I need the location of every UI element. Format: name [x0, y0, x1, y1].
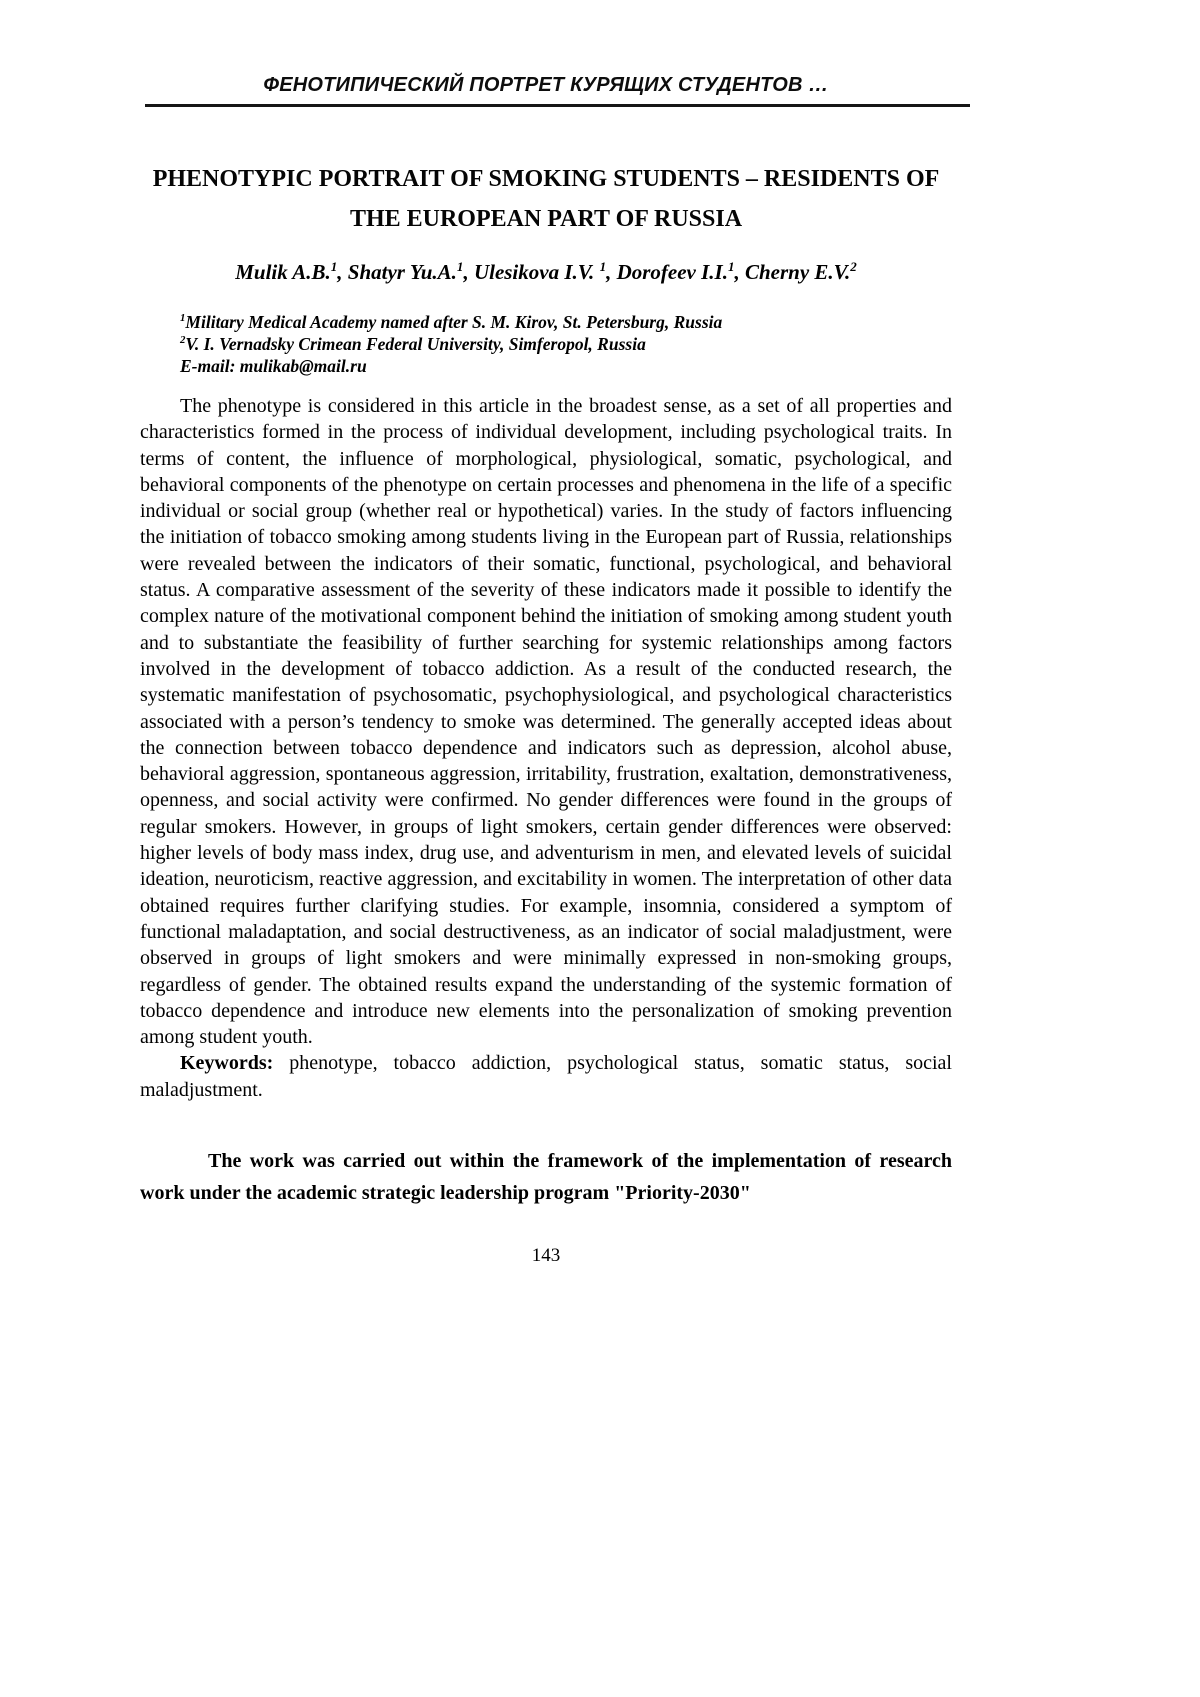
- author: Mulik A.B.: [235, 260, 331, 284]
- abstract-paragraph: The phenotype is considered in this article in the broadest sense, as a set of all properties and characteristics formed in the process of individual development, including psychological traits. In terms of content, the influence of morphological, physiological, somatic, psychological, and behavioral components of the phenotype on certain processes and phenomena in the life of a specific individual or social group (whether real or hypothetical) varies. In the study of factors influencing the initiation of tobacco smoking among students living in the European part of Russia, relationships were revealed between the indicators of their somatic, functional, psychological, and behavioral status. A comparative assessment of the severity of these indicators made it possible to identify the complex nature of the motivational component behind the initiation of smoking among student youth and to substantiate the feasibility of further searching for systemic relationships among factors involved in the development of tobacco addiction. As a result of the conducted research, the systematic manifestation of psychosomatic, psychophysiological, and psychological characteristics associated with a person’s tendency to smoke was determined. The generally accepted ideas about the connection between tobacco dependence and indicators such as depression, alcohol abuse, behavioral aggression, spontaneous aggression, irritability, frustration, exaltation, demonstrativeness, openness, and social activity were confirmed. No gender differences were found in the groups of regular smokers. However, in groups of light smokers, certain gender differences were observed: higher levels of body mass index, drug use, and adventurism in men, and elevated levels of suicidal ideation, neuroticism, reactive aggression, and excitability in women. The interpretation of other data obtained requires further clarifying studies. For example, insomnia, considered a symptom of functional maladaptation, and social destructiveness, as an indicator of social maladjustment, were observed in groups of light smokers and were minimally expressed in non-smoking groups, regardless of gender. The obtained results expand the understanding of the systemic formation of tobacco dependence and introduce new elements into the personalization of smoking prevention among student youth.: [140, 395, 952, 1049]
- page-number: 143: [531, 1245, 561, 1267]
- author-affiliation-mark: 1: [727, 259, 735, 274]
- article-title: [140, 159, 952, 239]
- author-affiliation-mark: 1: [330, 259, 338, 274]
- affiliation-mark: 1: [180, 312, 186, 325]
- author: , Dorofeev I.I.: [606, 260, 728, 284]
- keywords-label: Keywords:: [180, 1052, 274, 1075]
- author-affiliation-mark: 1: [456, 259, 464, 274]
- affiliation-text: Military Medical Academy named after S. M. Kirov, St. Petersburg, Russia: [185, 312, 723, 332]
- author: , Ulesikova I.V.: [463, 260, 600, 284]
- affiliation-text: V. I. Vernadsky Crimean Federal University, Simferopol, Russia: [185, 334, 646, 354]
- funding-statement: The work was carried out within the framework of the implementation of research work under the academic strategic leadership program "Priority-2030": [140, 1150, 952, 1205]
- author-affiliation-mark: 2: [850, 259, 857, 274]
- article-title-line2: THE EUROPEAN PART OF RUSSIA: [349, 206, 743, 232]
- affiliations-block: [180, 311, 952, 377]
- affiliation-mark: 2: [180, 334, 186, 347]
- author: , Cherny E.V.: [734, 260, 851, 284]
- email-line: E-mail: mulikab@mail.ru: [180, 356, 367, 376]
- running-head: ФЕНОТИПИЧЕСКИЙ ПОРТРЕТ КУРЯЩИХ СТУДЕНТОВ …: [263, 74, 829, 96]
- authors-line: [140, 257, 952, 287]
- keywords-paragraph: [140, 1050, 952, 1103]
- abstract-block: [140, 393, 952, 1103]
- article-title-line1: PHENOTYPIC PORTRAIT OF SMOKING STUDENTS – RESIDENTS OF: [152, 166, 940, 192]
- affiliation-line: [180, 333, 952, 355]
- header-rule: [145, 104, 970, 107]
- keywords-text: phenotype, tobacco addiction, psychological status, somatic status, social maladjustment.: [140, 1052, 952, 1101]
- affiliation-line: [180, 311, 952, 333]
- author-affiliation-mark: 1: [599, 259, 607, 274]
- page-content-column: [140, 0, 952, 1269]
- author: , Shatyr Yu.A.: [337, 260, 457, 284]
